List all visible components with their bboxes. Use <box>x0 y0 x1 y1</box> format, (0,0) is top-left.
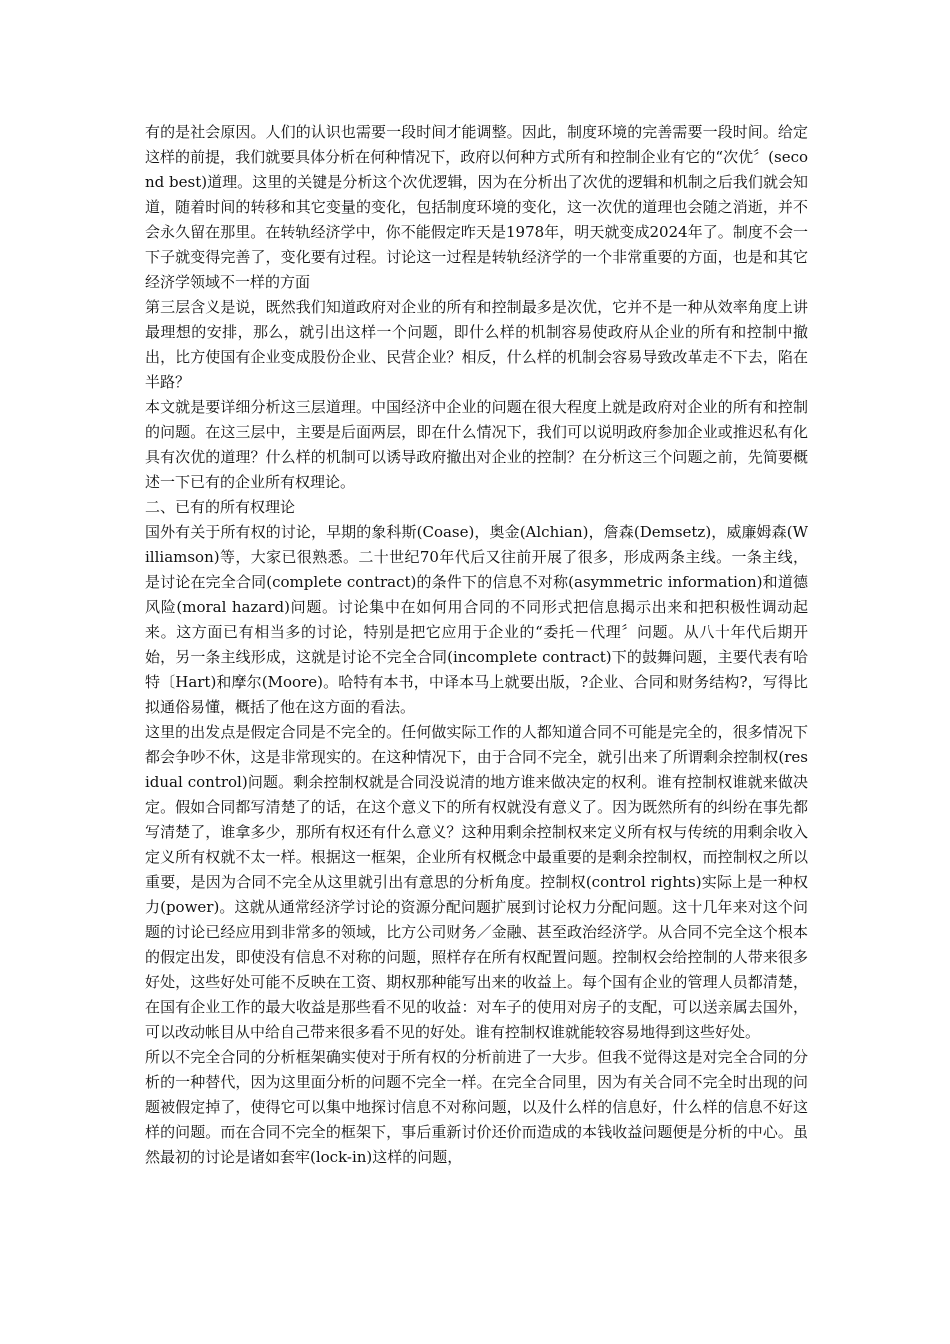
paragraph-article-purpose: 本文就是要详细分析这三层道理。中国经济中企业的问题在很大程度上就是政府对企业的所有和控制的问题。在这三层中，主要是后面两层，即在什么情况下，我们可以说明政府参加企业或推迟私有化具有次优的道理？什么样的机制可以诱导政府撤出对企业的控制？在分析这三个问题之前，先简要概述一下已有的企业所有权理论。 <box>145 398 808 491</box>
paragraph-framework-progress: 所以不完全合同的分析框架确实使对于所有权的分析前进了一大步。但我不觉得这是对完全合同的分析的一种替代，因为这里面分析的问题不完全一样。在完全合同里，因为有关合同不完全时出现的问题被假定掉了，使得它可以集中地探讨信息不对称问题，以及什么样的信息好，什么样的信息不好这样的问题。而在合同不完全的框架下，事后重新讨价还价而造成的本钱收益问题便是分析的中心。虽然最初的讨论是诸如套牢(lock-in)这样的问题， <box>145 1048 808 1166</box>
paragraph-second-best: 有的是社会原因。人们的认识也需要一段时间才能调整。因此，制度环境的完善需要一段时间。给定这样的前提，我们就要具体分析在何种情况下，政府以何种方式所有和控制企业有它的“次优〞(second best)道理。这里的关键是分析这个次优逻辑，因为在分析出了次优的逻辑和机制之后我们就会知道，随着时间的转移和其它变量的变化，包括制度环境的变化，这一次优的道理也会随之消逝，并不会永久留在那里。在转轨经济学中，你不能假定昨天是1978年，明天就变成2024年了。制度不会一下子就变得完善了，变化要有过程。讨论这一过程是转轨经济学的一个非常重要的方面，也是和其它经济学领域不一样的方面 <box>145 123 808 291</box>
document-body <box>145 120 808 1170</box>
paragraph-third-meaning: 第三层含义是说，既然我们知道政府对企业的所有和控制最多是次优，它并不是一种从效率角度上讲最理想的安排，那么，就引出这样一个问题，即什么样的机制容易使政府从企业的所有和控制中撤出，比方使国有企业变成股份企业、民营企业？相反，什么样的机制会容易导致改革走不下去，陷在半路？ <box>145 298 808 391</box>
paragraph-incomplete-contract: 这里的出发点是假定合同是不完全的。任何做实际工作的人都知道合同不可能是完全的，很多情况下都会争吵不休，这是非常现实的。在这种情况下，由于合同不完全，就引出来了所谓剩余控制权(residual control)问题。剩余控制权就是合同没说清的地方谁来做决定的权利。谁有控制权谁就来做决定。假如合同都写清楚了的话，在这个意义下的所有权就没有意义了。因为既然所有的纠纷在事先都写清楚了，谁拿多少，那所有权还有什么意义？这种用剩余控制权来定义所有权与传统的用剩余收入定义所有权就不太一样。根据这一框架，企业所有权概念中最重要的是剩余控制权，而控制权之所以重要，是因为合同不完全从这里就引出有意思的分析角度。控制权(control rights)实际上是一种权力(power)。这就从通常经济学讨论的资源分配问题扩展到讨论权力分配问题。这十几年来对这个问题的讨论已经应用到非常多的领域，比方公司财务／金融、甚至政治经济学。从合同不完全这个根本的假定出发，即使没有信息不对称的问题，照样存在所有权配置问题。控制权会给控制的人带来很多好处，这些好处可能不反映在工资、期权那种能写出来的收益上。每个国有企业的管理人员都清楚，在国有企业工作的最大收益是那些看不见的收益：对车子的使用对房子的支配，可以送亲属去国外，可以改动帐目从中给自己带来很多看不见的好处。谁有控制权谁就能较容易地得到这些好处。 <box>145 723 808 1041</box>
section-heading: 二、已有的所有权理论 <box>145 498 296 516</box>
paragraph-ownership-literature: 国外有关于所有权的讨论，早期的象科斯(Coase)，奥金(Alchian)，詹森(Demsetz)，威廉姆森(Williamson)等，大家已很熟悉。二十世纪70年代后又往前开展了很多，形成两条主线。一条主线，是讨论在完全合同(complete contract)的条件下的信息不对称(asymmetric information)和道德风险(moral hazard)问题。讨论集中在如何用合同的不同形式把信息揭示出来和把积极性调动起来。这方面已有相当多的讨论，特别是把它应用于企业的“委托－代理〞问题。从八十年代后期开始，另一条主线形成，这就是讨论不完全合同(incomplete contract)下的鼓舞问题，主要代表有哈特〔Hart)和摩尔(Moore)。哈特有本书，中译本马上就要出版，?企业、合同和财务结构?，写得比拟通俗易懂，概括了他在这方面的看法。 <box>145 523 808 716</box>
